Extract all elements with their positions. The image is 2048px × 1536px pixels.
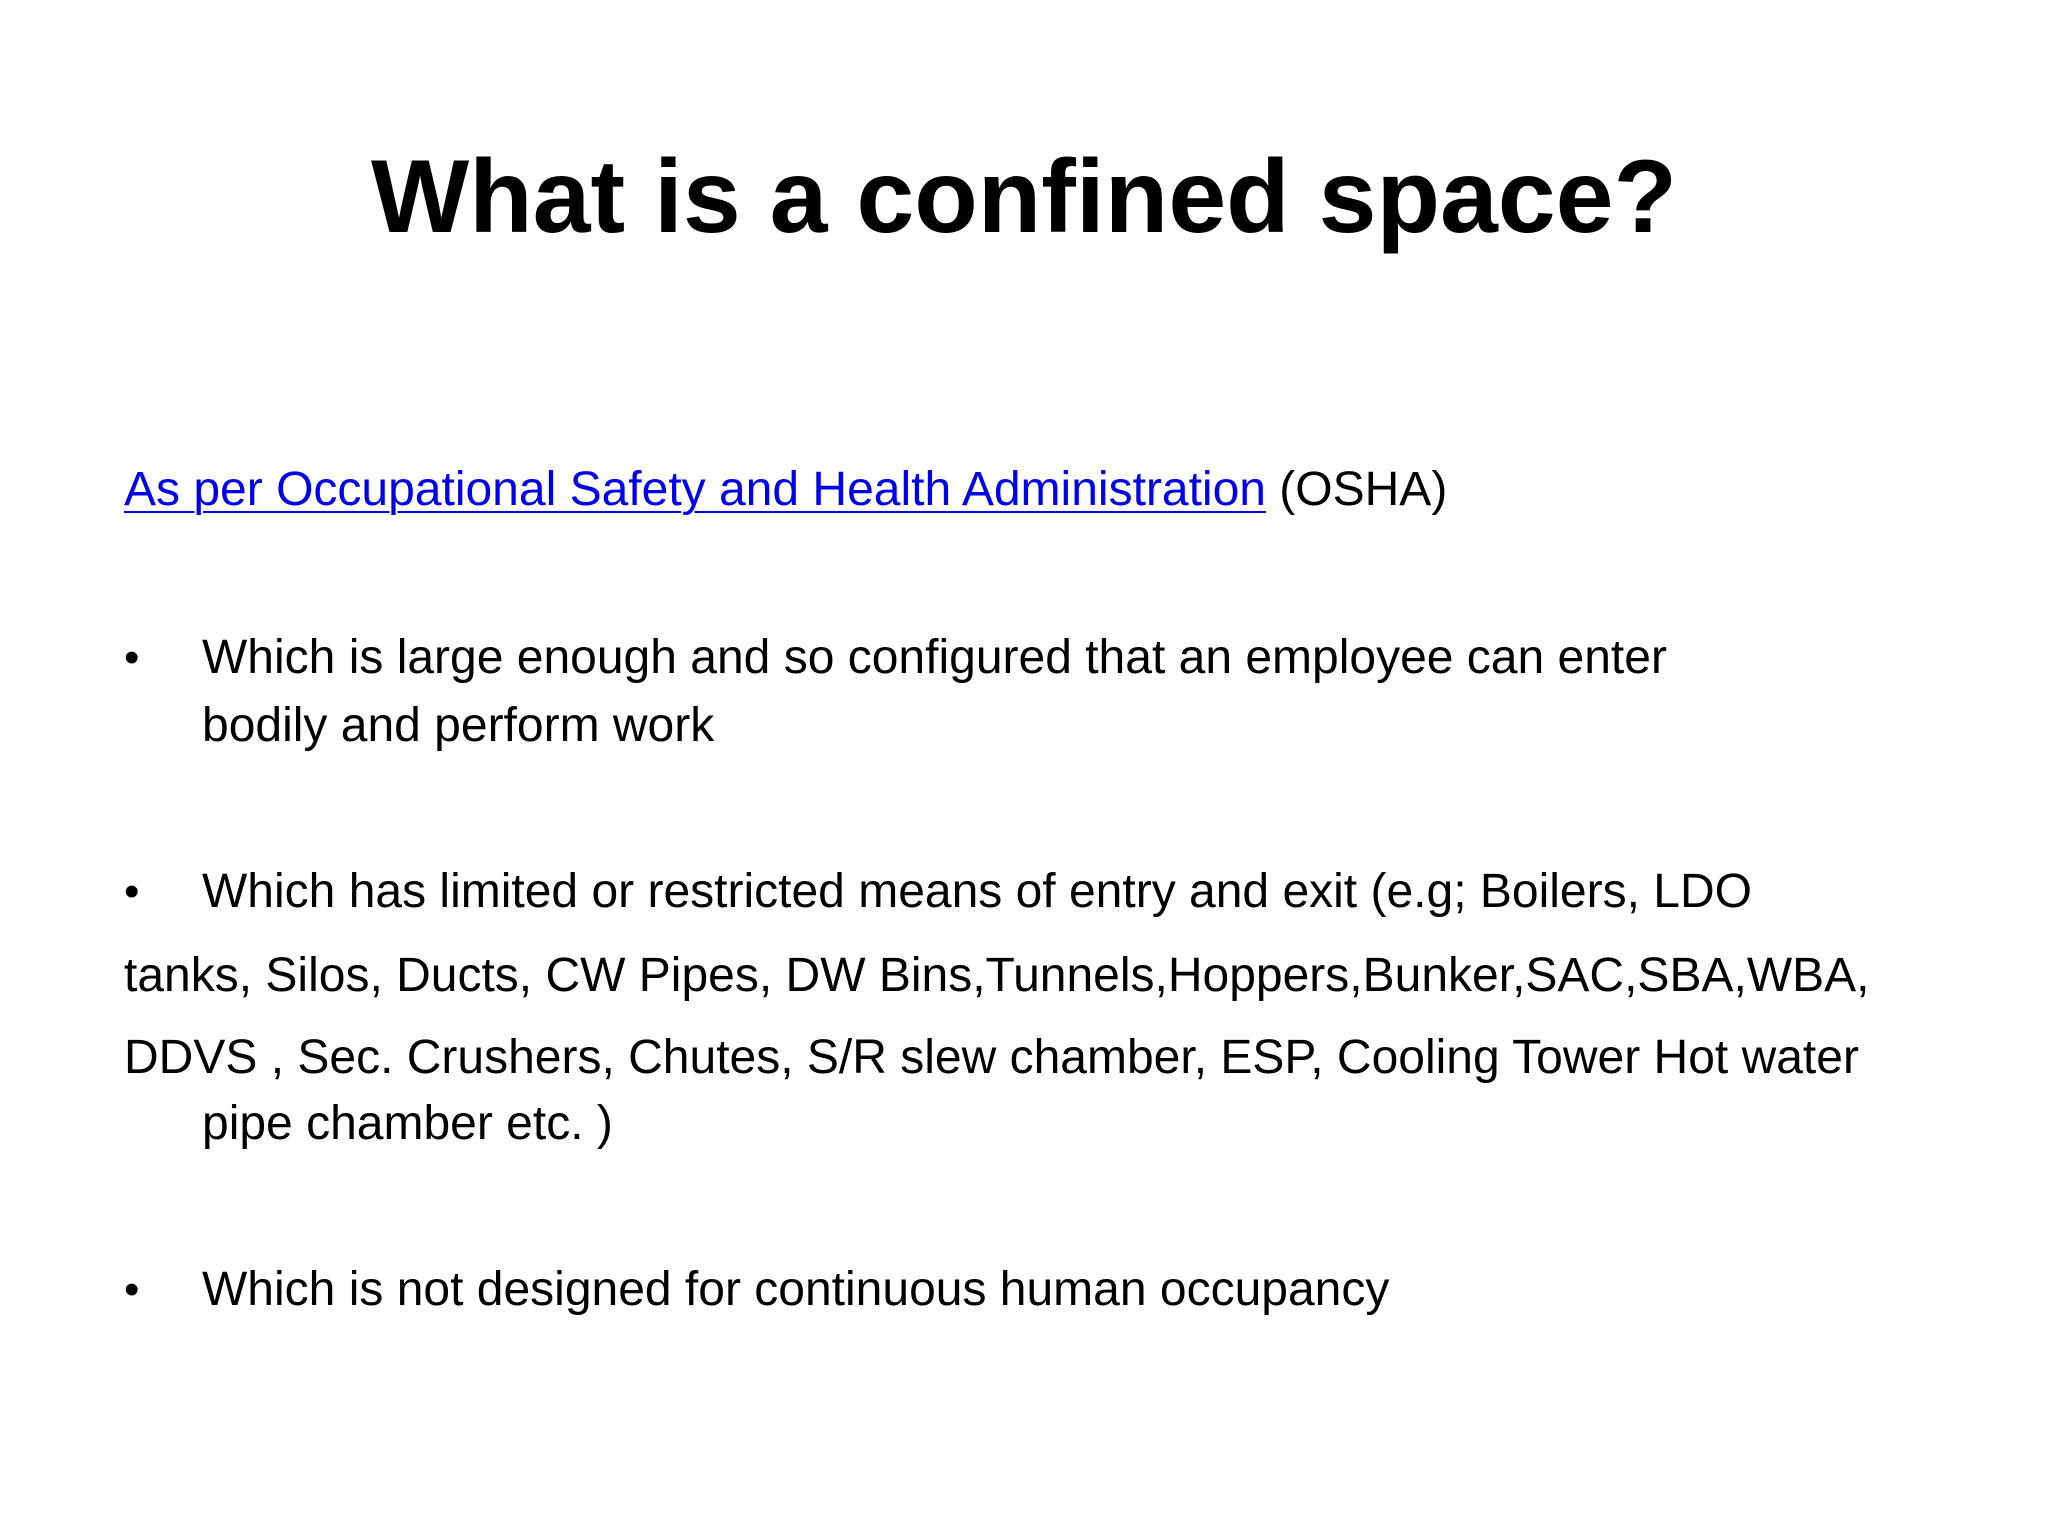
bullet-line: DDVS , Sec. Crushers, Chutes, S/R slew chamber, ESP, Cooling Tower Hot water: [124, 1031, 1859, 1084]
slide-title: What is a confined space?: [370, 139, 1678, 255]
bullet-line: bodily and perform work: [202, 699, 715, 752]
bullet-line: Which is not designed for continuous human occupancy: [202, 1263, 1390, 1316]
intro-suffix: (OSHA): [1265, 463, 1448, 516]
bullet-text: [202, 624, 1667, 760]
bullet-line: Which has limited or restricted means of entry and exit (e.g; Boilers, LDO: [202, 865, 1752, 918]
bullet-dot: •: [124, 1265, 140, 1314]
bullet-line: tanks, Silos, Ducts, CW Pipes, DW Bins,Tunnels,Hoppers,Bunker,SAC,SBA,WBA,: [124, 949, 1870, 1002]
bullet-line: Which is large enough and so configured that an employee can enter: [202, 631, 1667, 684]
bullet-dot: •: [124, 633, 140, 682]
bullet-dot: •: [124, 867, 140, 916]
intro-line: [124, 456, 1447, 524]
bullet-line: pipe chamber etc. ): [202, 1097, 613, 1150]
osha-link[interactable]: As per Occupational Safety and Health Administration: [124, 463, 1266, 516]
